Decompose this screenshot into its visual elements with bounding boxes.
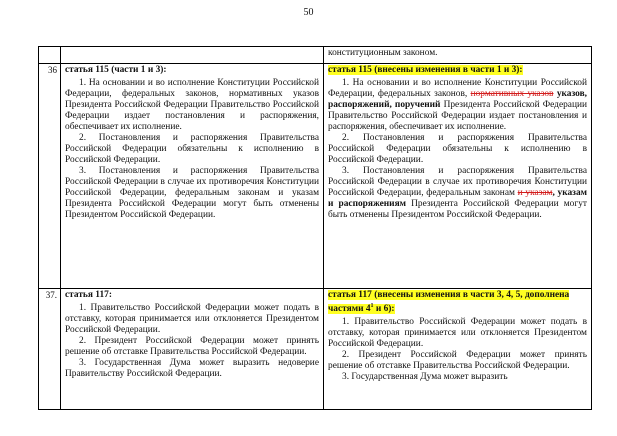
old-text-cell [61,47,324,64]
table-row [39,47,592,64]
new-text-cell [324,47,592,64]
paragraph: 2. Президент Российской Федерации может принять решение об отставке Правительства Российской Федерации. [65,336,319,357]
page-number: 50 [303,7,314,18]
paragraph [328,78,587,133]
heading-text: и 6): [375,304,395,315]
article-heading: статья 117: [65,290,112,300]
paragraph-text: 1. На основании и во исполнение Конституции Российской Федерации, федеральных законов, [328,78,587,99]
old-text-cell [61,289,324,410]
paragraph: 1. Правительство Российской Федерации может подать в отставку, которая принимается или отклоняется Президентом Российской Федерации. [328,317,587,350]
article-heading: статья 115 (части 1 и 3): [65,65,167,75]
highlighted-heading [328,290,569,314]
paragraph: 3. Государственная Дума может выразить [342,372,508,383]
heading-text: статья 117 (внесены изменения в части 3, 4, 5, дополнена частями 4 [328,290,570,315]
paragraph: 3. Государственная Дума может выразить недоверие Правительству Российской Федерации. [65,358,319,379]
table-row [39,289,592,410]
paragraph-text: Президента Российской Федерации Правительство Российской Федерации издает постановления и распоряжения, обеспечивает их исполнение. [328,100,588,132]
old-text-cell [61,64,324,289]
article-heading [328,65,587,76]
article-heading [328,290,587,315]
inserted-text: указов, распоряжений, поручений [328,89,588,110]
continued-text: конституционным законом. [328,48,438,58]
paragraph: 3. Постановления и распоряжения Правительства Российской Федерации в случае их противоречия Конституции Российской Федерации, федеральным законам и указам Президента Российской Федерации могут быть отменены Президентом Российской Федерации. [65,166,319,220]
inserted-text: , указам и распоряжениям [328,188,588,209]
paragraph: 2. Президент Российской Федерации может принять решение об отставке Правительства Российской Федерации. [328,350,587,372]
comparison-table [38,46,592,410]
new-text-cell [324,289,592,410]
highlighted-heading: статья 115 (внесены изменения в части 1 и 3): [328,65,523,75]
new-text-cell [324,64,592,289]
row-number: 37. [39,289,61,410]
paragraph: 1. На основании и во исполнение Конституции Российской Федерации, федеральных законов, нормативных указов Президента Российской Федерации Правительство Российской Федерации издает постановления и распоряжения, обеспечивает их исполнение. [65,78,319,132]
deleted-text: и указам [517,188,553,198]
row-number: 36 [39,64,61,289]
deleted-text: нормативных указов [470,89,554,99]
paragraph-text: Президента Российской Федерации могут быть отменены Президентом Российской Федерации. [328,199,587,220]
paragraph [328,166,587,221]
paragraph: 1. Правительство Российской Федерации может подать в отставку, которая принимается или отклоняется Президентом Российской Федерации. [65,303,319,335]
paragraph: 2. Постановления и распоряжения Правительства Российской Федерации обязательны к исполнению в Российской Федерации. [65,133,319,165]
paragraph: 2. Постановления и распоряжения Правительства Российской Федерации обязательны к исполнению в Российской Федерации. [328,133,587,165]
superscript: 1 [370,303,374,309]
row-number-cell [39,47,61,64]
table-row [39,64,592,289]
paragraph-text: 3. Постановления и распоряжения Правительства Российской Федерации в случае их противоречия Конституции Российской Федерации, федеральным законам [328,166,587,198]
